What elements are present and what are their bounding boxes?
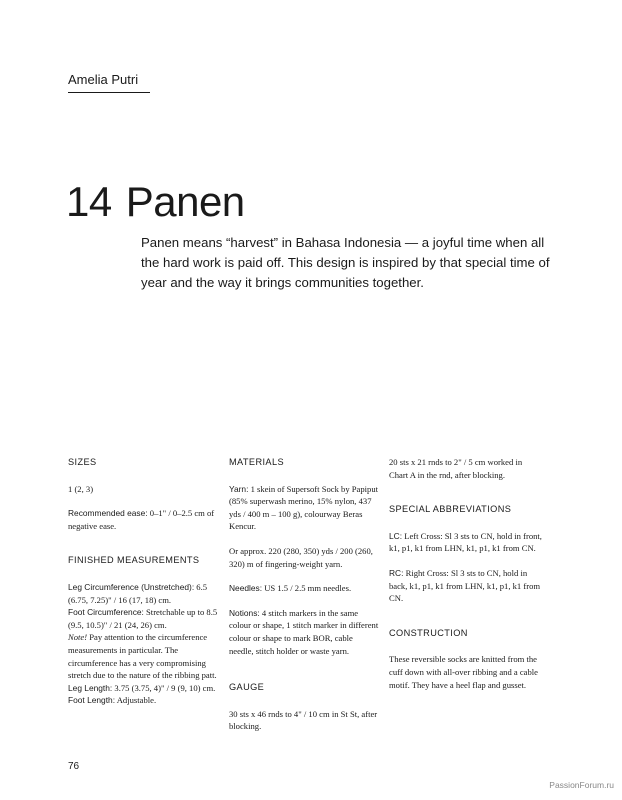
construction-text: These reversible socks are knitted from the cuff down with all-over ribbing and a cable motif. They have a heel flap and gusset. <box>389 654 538 690</box>
ease-text: 0–1" / 0–2.5 cm of negative ease. <box>68 508 215 531</box>
pattern-number: 14 <box>66 178 112 226</box>
note-text: Pay attention to the circumference measurements in particular. The circumference has a very compromising stretch due to the nature of the ribbing patt. <box>68 632 217 681</box>
sizes-values: 1 (2, 3) <box>68 483 94 494</box>
watermark: PassionForum.ru <box>549 780 614 790</box>
gauge-stockinette: 30 sts x 46 rnds to 4" / 10 cm in St St, after blocking. <box>229 708 378 732</box>
rc-label: RC: <box>389 567 404 578</box>
column-sizes-measurements <box>68 456 218 707</box>
recommended-ease <box>68 507 218 532</box>
rc-text: Right Cross: Sl 3 sts to CN, hold in back, k1, p1, k1 from LHN, k1, p1, k1 from CN. <box>389 567 541 604</box>
yarn-alternative: Or approx. 220 (280, 350) yds / 200 (260, 320) m of fingering-weight yarn. <box>229 545 373 569</box>
leg-len-label: Leg Length: <box>68 682 113 693</box>
pattern-name: Panen <box>125 178 245 226</box>
leg-circumference <box>68 581 218 606</box>
foot-circ-label: Foot Circumference: <box>68 607 144 618</box>
needles-label: Needles: <box>229 583 263 594</box>
foot-len-label: Foot Length: <box>68 695 116 706</box>
leg-len-text: 3.75 (3.75, 4)" / 9 (9, 10) cm. <box>114 682 216 693</box>
pattern-title <box>66 178 245 226</box>
column-abbreviations-construction <box>389 456 543 703</box>
notions-text: 4 stitch markers in the same colour or shape, 1 stitch marker in different colour or shape to mark BOR, cable needle, stitch holder or waste yarn. <box>229 607 379 656</box>
leg-circ-label: Leg Circumference (Unstretched): <box>68 581 195 592</box>
lc-text: Left Cross: Sl 3 sts to CN, hold in front, k1, p1, k1 from LHN, k1, p1, k1 from CN. <box>389 530 542 554</box>
notions-label: Notions: <box>229 607 260 618</box>
yarn <box>229 483 379 533</box>
leg-circ-text: 6.5 (6.75, 7.25)" / 16 (17, 18) cm. <box>68 581 208 605</box>
intro-paragraph: Panen means “harvest” in Bahasa Indonesia — a joyful time when all the hard work is paid off. This design is inspired by that special time of year and the way it brings communities together. <box>141 235 550 291</box>
foot-circ-text: Stretchable up to 8.5 (9.5, 10.5)" / 21 (24, 26) cm. <box>68 607 218 630</box>
special-abbreviations-heading: SPECIAL ABBREVIATIONS <box>389 504 512 515</box>
needles-text: US 1.5 / 2.5 mm needles. <box>264 583 352 594</box>
gauge-chart: 20 sts x 21 rnds to 2" / 5 cm worked in Chart A in the rnd, after blocking. <box>389 457 523 480</box>
foot-length <box>68 694 218 707</box>
construction-heading: CONSTRUCTION <box>389 627 468 638</box>
yarn-label: Yarn: <box>229 483 249 494</box>
page-number: 76 <box>68 761 80 772</box>
lc-label: LC: <box>389 530 403 541</box>
yarn-text: 1 skein of Supersoft Sock by Papiput (85% superwash merino, 15% nylon, 437 yds / 400 m – 100 g), colourway Beras Kencur. <box>229 483 379 532</box>
column-materials-gauge <box>229 456 379 745</box>
sizes-heading: SIZES <box>68 457 97 467</box>
needles <box>229 582 379 595</box>
note-label: Note! <box>68 632 88 643</box>
author-name: Amelia Putri <box>68 72 150 93</box>
foot-circumference <box>68 606 218 631</box>
ease-label: Recommended ease: <box>68 508 148 519</box>
foot-len-text: Adjustable. <box>116 695 157 706</box>
abbreviation-lc <box>389 530 543 555</box>
abbreviation-rc <box>389 567 543 605</box>
leg-length <box>68 682 218 695</box>
circumference-note <box>68 631 218 681</box>
gauge-heading: GAUGE <box>229 682 265 693</box>
materials-heading: MATERIALS <box>229 457 284 467</box>
notions <box>229 607 379 657</box>
finished-measurements-heading: FINISHED MEASUREMENTS <box>68 555 200 566</box>
